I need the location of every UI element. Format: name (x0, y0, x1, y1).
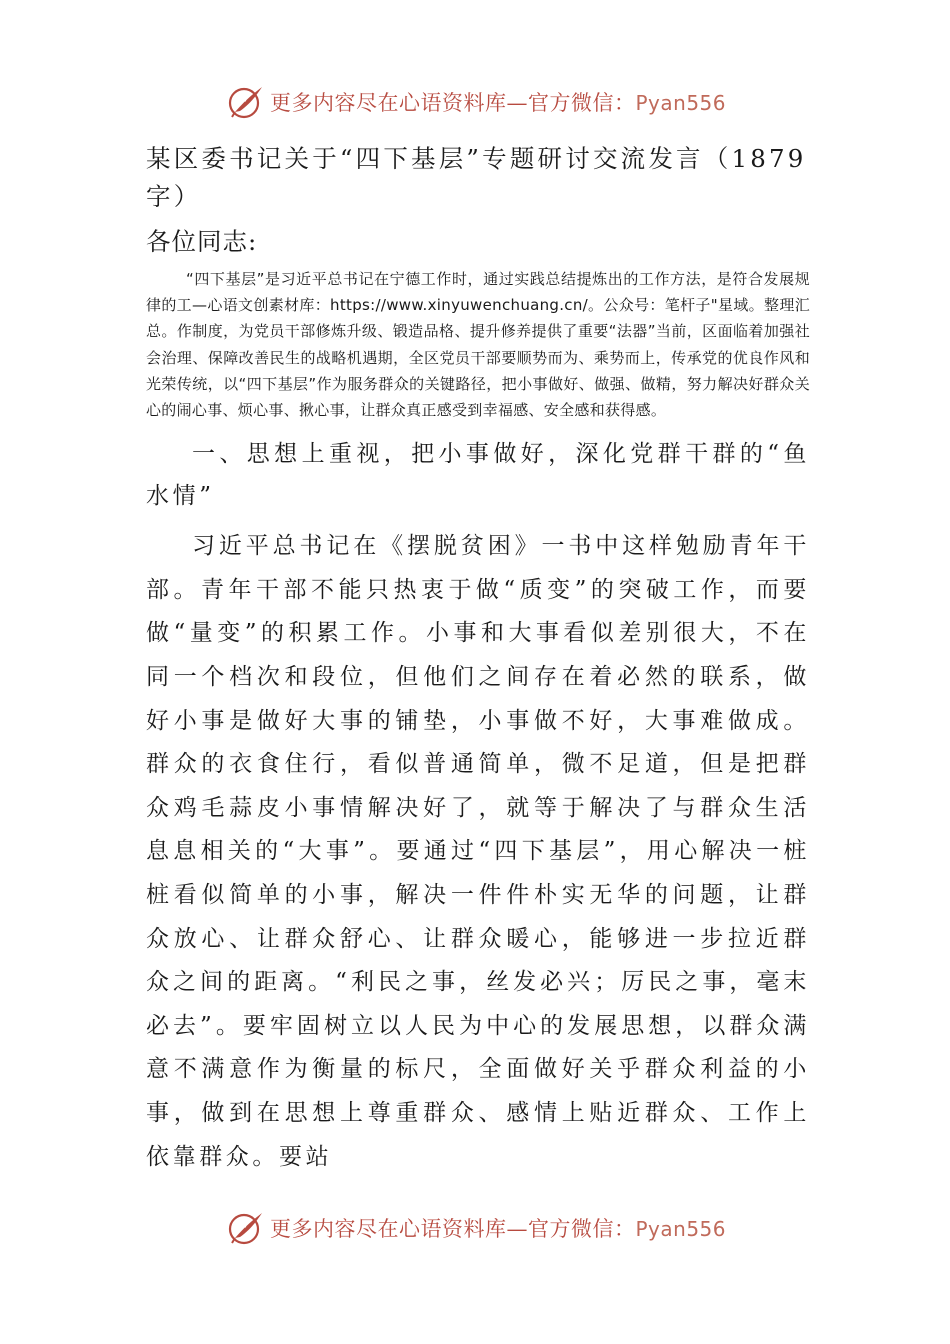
section-heading: 一、思想上重视，把小事做好，深化党群干群的“鱼水情” (146, 441, 810, 510)
watermark-banner-top (226, 80, 746, 124)
watermark-banner-bottom (226, 1206, 746, 1250)
greeting: 各位同志: (146, 227, 258, 256)
wechat-handle: Pyan556 (635, 1217, 727, 1241)
quill-logo-icon (226, 1208, 266, 1248)
watermark-text: 更多内容尽在心语资料库—官方微信：Pyan556 (270, 91, 727, 115)
intro-paragraph: “四下基层”是习近平总书记在宁德工作时，通过实践总结提炼出的工作方法，是符合发展规律的工—心语文创素材库：https://www.xinyuwenchuang.cn/。公众号：笔杆子"星域。整理汇总。作制度，为党员干部修炼升级、锻造品格、提升修养提供了重要“法器”当前，区面临着加强社会治理、保障改善民生的战略机遇期，全区党员干部要顺势而为、乘势而上，传承党的优良作风和光荣传统，以“四下基层”作为服务群众的关键路径，把小事做好、做强、做精，努力解决好群众关心的闹心事、烦心事、揪心事，让群众真正感受到幸福感、安全感和获得感。 (146, 270, 810, 420)
quill-logo-icon (226, 82, 266, 122)
document-body (146, 140, 810, 1179)
document-title: 某区委书记关于“四下基层”专题研讨交流发言（1879字） (146, 144, 807, 211)
watermark-text: 更多内容尽在心语资料库—官方微信：Pyan556 (270, 1217, 727, 1241)
wechat-handle: Pyan556 (635, 91, 727, 115)
body-paragraph: 习近平总书记在《摆脱贫困》一书中这样勉励青年干部。青年干部不能只热衷于做“质变”的突破工作，而要做“量变”的积累工作。小事和大事看似差别很大，不在同一个档次和段位，但他们之间存在着必然的联系，做好小事是做好大事的铺垫，小事做不好，大事难做成。群众的衣食住行，看似普通简单，微不足道，但是把群众鸡毛蒜皮小事情解决好了，就等于解决了与群众生活息息相关的“大事”。要通过“四下基层”，用心解决一桩桩看似简单的小事，解决一件件朴实无华的问题，让群众放心、让群众舒心、让群众暖心，能够进一步拉近群众之间的距离。“利民之事，丝发必兴；厉民之事，毫末必去”。要牢固树立以人民为中心的发展思想，以群众满意不满意作为衡量的标尺，全面做好关乎群众利益的小事，做到在思想上尊重群众、感情上贴近群众、工作上依靠群众。要站 (146, 533, 810, 1170)
